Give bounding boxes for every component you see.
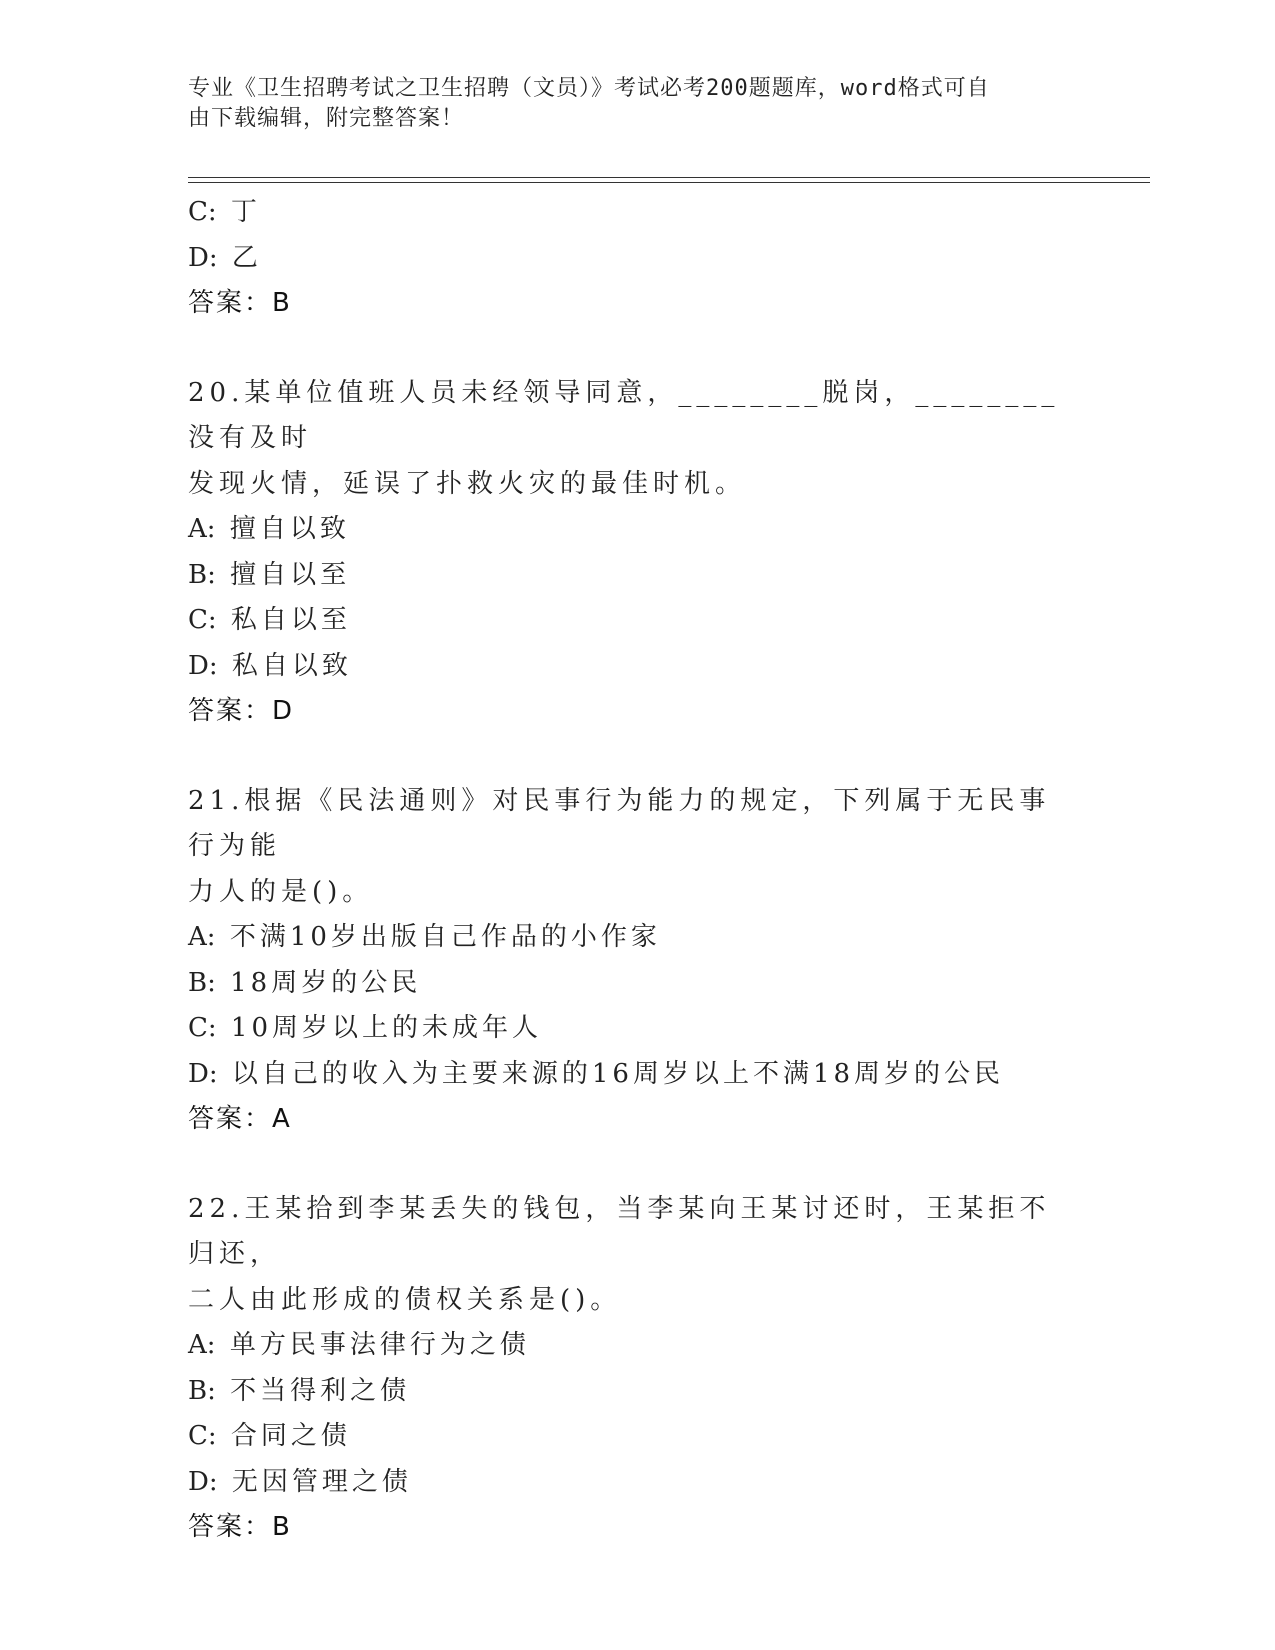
question-stem: [188, 779, 1068, 916]
option-label: A:: [188, 514, 224, 544]
question-21: [188, 779, 1088, 1143]
question-20: [188, 371, 1088, 735]
option-text: 乙: [231, 242, 262, 273]
option-row: [188, 915, 1088, 961]
question-stem-line-2: 发现火情，延误了扑救火灾的最佳时机。: [188, 468, 747, 499]
option-text: 擅自以致: [229, 514, 350, 544]
option-label: C:: [188, 1421, 225, 1451]
answer-line: 答案：B: [188, 288, 292, 318]
option-label: D:: [188, 242, 226, 273]
option-label: C:: [188, 197, 225, 227]
answer-line: 答案：A: [188, 1104, 292, 1134]
option-label: D:: [188, 1466, 226, 1497]
answer-line: 答案：D: [188, 696, 295, 726]
question-stem-line-1: 20.某单位值班人员未经领导同意，________脱岗，________没有及时: [188, 377, 1060, 453]
answer-line: 答案：B: [188, 1512, 292, 1542]
option-label: A:: [188, 922, 224, 952]
header-line-2: 由下载编辑，附完整答案！: [188, 106, 465, 131]
question-stem-line-1: 21.根据《民法通则》对民事行为能力的规定，下列属于无民事行为能: [188, 785, 1051, 861]
header-divider-bottom: [188, 182, 1150, 183]
option-text: 私自以至: [230, 605, 351, 635]
question-22: [188, 1187, 1088, 1551]
option-row: [188, 1052, 1088, 1098]
option-row: [188, 598, 1088, 644]
header-line-1: 专业《卫生招聘考试之卫生招聘（文员）》考试必考200题题库，word格式可自: [188, 76, 990, 101]
question-19-tail: [188, 190, 1088, 327]
option-row: [188, 1323, 1088, 1369]
option-label: B:: [188, 967, 225, 998]
option-label: D:: [188, 1058, 226, 1089]
option-text: 以自己的收入为主要来源的16周岁以上不满18周岁的公民: [231, 1058, 1005, 1089]
option-row: [188, 507, 1088, 553]
option-row: [188, 961, 1088, 1007]
option-label: B:: [188, 559, 225, 590]
option-label: C:: [188, 605, 225, 635]
header-divider-top: [188, 177, 1150, 178]
option-text: 单方民事法律行为之债: [229, 1330, 530, 1360]
option-text: 擅自以至: [230, 559, 351, 590]
option-text: 10周岁以上的未成年人: [230, 1013, 543, 1043]
option-label: D:: [188, 650, 226, 681]
option-row: [188, 553, 1088, 599]
option-label: B:: [188, 1375, 225, 1406]
option-text: 18周岁的公民: [230, 967, 422, 998]
option-label: A:: [188, 1330, 224, 1360]
option-text: 私自以致: [231, 650, 352, 681]
option-text: 合同之债: [230, 1421, 351, 1451]
option-text: 丁: [230, 197, 261, 227]
option-text: 不满10岁出版自己作品的小作家: [229, 922, 661, 952]
question-stem: [188, 1187, 1068, 1324]
option-row: [188, 644, 1088, 690]
option-row: [188, 1369, 1088, 1415]
question-stem-line-2: 力人的是()。: [188, 876, 374, 907]
question-stem: [188, 371, 1068, 508]
option-row: [188, 236, 1088, 282]
question-stem-line-2: 二人由此形成的债权关系是()。: [188, 1284, 622, 1315]
option-row: [188, 190, 1088, 236]
document-header: [188, 74, 1068, 134]
option-row: [188, 1006, 1088, 1052]
document-body: [188, 190, 1088, 1551]
option-text: 无因管理之债: [231, 1466, 412, 1497]
option-label: C:: [188, 1013, 225, 1043]
option-text: 不当得利之债: [230, 1375, 411, 1406]
option-row: [188, 1414, 1088, 1460]
option-row: [188, 1460, 1088, 1506]
question-stem-line-1: 22.王某拾到李某丢失的钱包，当李某向王某讨还时，王某拒不归还，: [188, 1193, 1051, 1269]
